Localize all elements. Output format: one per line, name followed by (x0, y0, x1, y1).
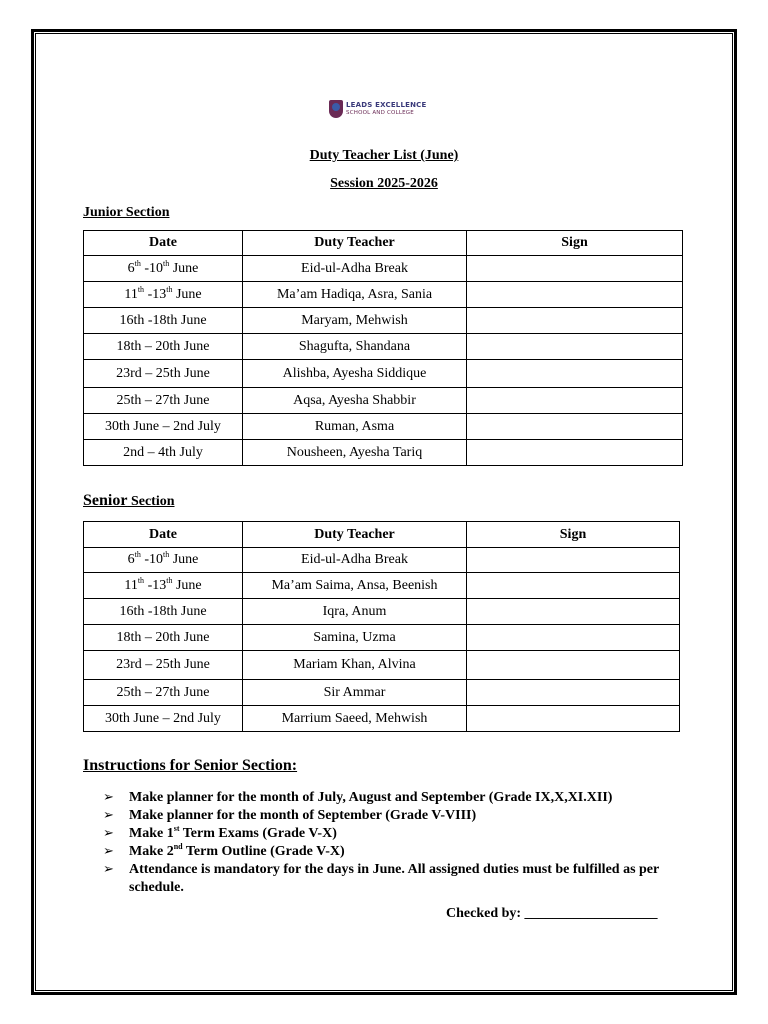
instruction-text: Term Exams (Grade V-X) (179, 826, 337, 841)
senior-label-big: Senior (83, 492, 128, 509)
table-row (84, 573, 680, 599)
date-suffix: th (134, 550, 141, 559)
date-part: June (169, 260, 199, 276)
date-suffix: th (163, 258, 170, 268)
teacher-cell: Maryam, Mehwish (243, 308, 467, 334)
date-suffix: th (166, 284, 173, 294)
date-cell (84, 548, 243, 573)
teacher-cell: Alishba, Ayesha Siddique (243, 360, 467, 388)
logo-line-2: SCHOOL AND COLLEGE (346, 110, 414, 116)
date-cell: 16th -18th June (84, 599, 243, 625)
sign-cell (467, 548, 680, 573)
date-cell: 25th – 27th June (84, 388, 243, 414)
date-suffix: th (163, 550, 170, 559)
ordinal-suffix: nd (173, 842, 183, 851)
table-row (84, 680, 680, 706)
column-header-sign: Sign (467, 522, 680, 548)
table-row (84, 651, 680, 680)
instructions-heading: Instructions for Senior Section: (83, 757, 298, 774)
date-part: June (172, 286, 202, 302)
checked-by-line: Checked by: ___________________ (446, 906, 658, 921)
date-cell: 30th June – 2nd July (84, 706, 243, 732)
table-header-row (84, 231, 683, 256)
date-part: June (172, 577, 202, 593)
date-part: 11 (124, 577, 138, 593)
teacher-cell: Iqra, Anum (243, 599, 467, 625)
sign-cell (467, 282, 683, 308)
table-header-row (84, 522, 680, 548)
date-suffix: th (137, 575, 145, 585)
instruction-text: Make planner for the month of September (Grade V-VIII) (129, 808, 477, 823)
junior-duty-table (83, 230, 683, 466)
date-part: -13 (144, 286, 167, 302)
instruction-text: Make 2 (129, 844, 174, 859)
list-item (103, 807, 683, 825)
date-part: 6 (127, 260, 135, 276)
arrow-bullet-icon: ➢ (103, 844, 114, 859)
sign-cell (467, 706, 680, 732)
column-header-sign: Sign (467, 231, 683, 256)
senior-label-small: Section (127, 494, 175, 509)
crest-icon (329, 100, 343, 118)
list-item (103, 789, 683, 807)
list-item (103, 843, 683, 861)
column-header-duty-teacher: Duty Teacher (243, 522, 467, 548)
date-suffix: th (137, 284, 145, 294)
sign-cell (467, 334, 683, 360)
date-part: 6 (127, 552, 135, 567)
teacher-cell: Eid-ul-Adha Break (243, 548, 467, 573)
date-suffix: th (134, 258, 141, 268)
instruction-text: Term Outline (Grade V-X) (182, 844, 345, 859)
ordinal-suffix: st (173, 824, 180, 833)
table-row (84, 625, 680, 651)
sign-cell (467, 599, 680, 625)
teacher-cell: Nousheen, Ayesha Tariq (243, 440, 467, 466)
column-header-date: Date (84, 522, 243, 548)
sign-cell (467, 360, 683, 388)
logo-line-1: LEADS EXCELLENCE (346, 101, 427, 109)
teacher-cell: Mariam Khan, Alvina (243, 651, 467, 680)
junior-section-label (83, 203, 169, 221)
sign-cell (467, 414, 683, 440)
teacher-cell: Sir Ammar (243, 680, 467, 706)
instructions-list (103, 789, 683, 897)
teacher-cell: Aqsa, Ayesha Shabbir (243, 388, 467, 414)
arrow-bullet-icon: ➢ (103, 862, 114, 877)
table-row (84, 706, 680, 732)
sign-cell (467, 256, 683, 282)
date-cell: 25th – 27th June (84, 680, 243, 706)
junior-section-label-text: Junior Section (83, 205, 170, 220)
table-row (84, 256, 683, 282)
date-cell (84, 282, 243, 308)
date-part: -10 (140, 552, 163, 567)
senior-duty-table (83, 521, 680, 732)
date-part: June (169, 552, 199, 567)
arrow-bullet-icon: ➢ (103, 826, 114, 841)
sign-cell (467, 440, 683, 466)
sign-cell (467, 651, 680, 680)
sign-cell (467, 308, 683, 334)
date-cell: 23rd – 25th June (84, 651, 243, 680)
table-row (84, 548, 680, 573)
table-row (84, 388, 683, 414)
table-row (84, 414, 683, 440)
sign-cell (467, 680, 680, 706)
school-logo (329, 97, 433, 121)
sign-cell (467, 625, 680, 651)
teacher-cell: Shagufta, Shandana (243, 334, 467, 360)
document-title: Duty Teacher List (June) (309, 148, 459, 163)
date-cell: 23rd – 25th June (84, 360, 243, 388)
date-cell (84, 256, 243, 282)
sign-cell (467, 388, 683, 414)
date-suffix: th (166, 575, 173, 585)
sign-cell (467, 573, 680, 599)
instruction-text: Make planner for the month of July, August and September (Grade IX,X,XI.XII) (129, 790, 613, 805)
teacher-cell: Marrium Saeed, Mehwish (243, 706, 467, 732)
teacher-cell: Ma’am Hadiqa, Asra, Sania (243, 282, 467, 308)
column-header-duty-teacher: Duty Teacher (243, 231, 467, 256)
date-cell: 18th – 20th June (84, 625, 243, 651)
date-cell: 30th June – 2nd July (84, 414, 243, 440)
arrow-bullet-icon: ➢ (103, 790, 114, 805)
date-cell: 16th -18th June (84, 308, 243, 334)
table-row (84, 282, 683, 308)
session-title: Session 2025-2026 (330, 176, 438, 191)
senior-section-label (83, 492, 175, 510)
date-part: -13 (144, 577, 167, 593)
date-part: -10 (140, 260, 163, 276)
date-cell: 2nd – 4th July (84, 440, 243, 466)
date-cell (84, 573, 243, 599)
instruction-text: Make 1 (129, 826, 174, 841)
date-cell: 18th – 20th June (84, 334, 243, 360)
logo-text (346, 101, 426, 117)
instruction-text: Attendance is mandatory for the days in June. All assigned duties must be fulfilled as per schedule. (129, 862, 659, 895)
teacher-cell: Samina, Uzma (243, 625, 467, 651)
teacher-cell: Eid-ul-Adha Break (243, 256, 467, 282)
list-item (103, 861, 683, 897)
table-row (84, 599, 680, 625)
table-row (84, 440, 683, 466)
date-part: 11 (124, 286, 138, 302)
list-item (103, 825, 683, 843)
arrow-bullet-icon: ➢ (103, 808, 114, 823)
teacher-cell: Ruman, Asma (243, 414, 467, 440)
table-row (84, 308, 683, 334)
table-row (84, 360, 683, 388)
column-header-date: Date (84, 231, 243, 256)
table-row (84, 334, 683, 360)
teacher-cell: Ma’am Saima, Ansa, Beenish (243, 573, 467, 599)
